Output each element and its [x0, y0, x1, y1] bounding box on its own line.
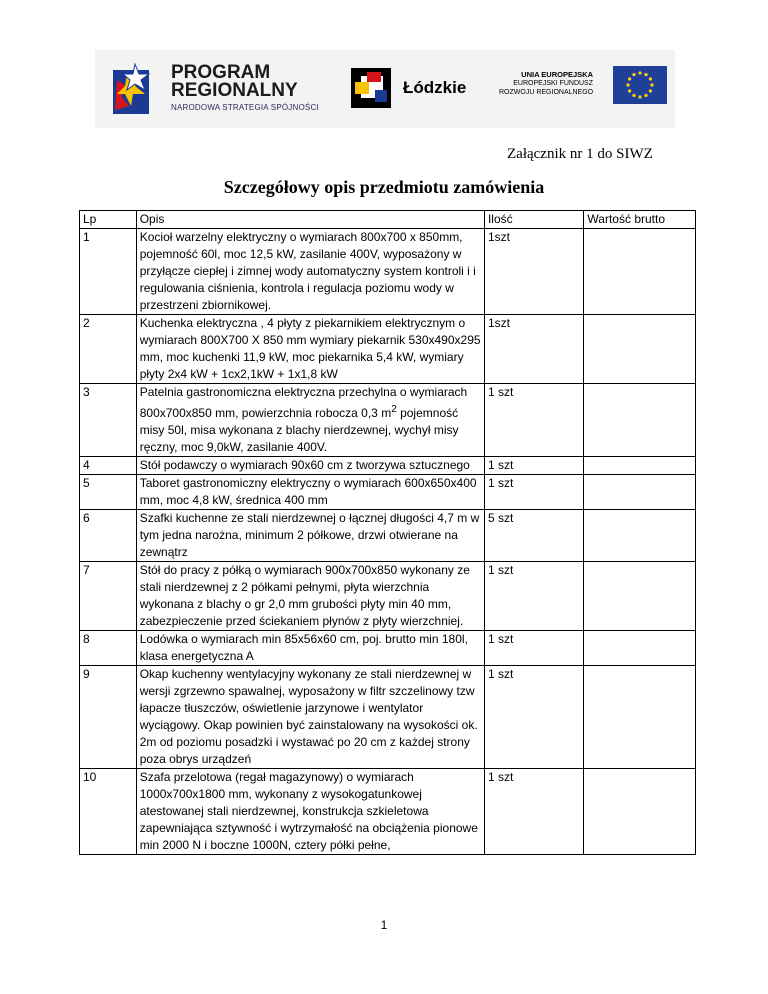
cell-opis: Okap kuchenny wentylacyjny wykonany ze stali nierdzewnej w wersji zgrzewno spawalnej, wyposażony w filtr szczelinowy tzw łapacze tłuszczów, oświetlenie jarzynowe i wentylator wyciągowy. Okap powinien być zainstalowany na wysokości ok. 2m od poziomu posadzki i wystawać po 20 cm z każdej strony poza obrys urządzeń: [136, 666, 484, 769]
cell-ilosc: 1 szt: [484, 562, 583, 631]
table-row: [80, 229, 696, 315]
program-regionalny-emblem: [95, 50, 167, 128]
cell-lp: 6: [80, 510, 137, 562]
eu-logo-line2: EUROPEJSKI FUNDUSZ: [513, 80, 593, 87]
cell-lp: 2: [80, 315, 137, 384]
eu-logo-line1: UNIA EUROPEJSKA: [521, 70, 593, 79]
cell-ilosc: 1 szt: [484, 666, 583, 769]
cell-lp: 9: [80, 666, 137, 769]
cell-ilosc: 1 szt: [484, 631, 583, 666]
cell-lp: 4: [80, 457, 137, 475]
cell-lp: 3: [80, 384, 137, 457]
cell-lp: 7: [80, 562, 137, 631]
cell-wartosc: [584, 384, 696, 457]
cell-opis: [136, 384, 484, 457]
table-row: [80, 384, 696, 457]
cell-ilosc: 5 szt: [484, 510, 583, 562]
cell-lp: 5: [80, 475, 137, 510]
cell-lp: 10: [80, 769, 137, 855]
opis-part-b: pojemność misy 50l, misa wykonana z blachy nierdzewnej, wychył misy ręczny, moc 9,0kW, zasilanie 400V.: [139, 406, 459, 454]
table-row: [80, 475, 696, 510]
cell-ilosc: 1szt: [484, 315, 583, 384]
table-row: [80, 562, 696, 631]
program-logo-title: [171, 64, 298, 100]
lodzkie-logo: [347, 66, 487, 110]
cell-wartosc: [584, 769, 696, 855]
cell-wartosc: [584, 457, 696, 475]
header-ilosc: Ilość: [484, 211, 583, 229]
opis-superscript: 2: [391, 404, 397, 415]
header-lp: Lp: [80, 211, 137, 229]
cell-wartosc: [584, 475, 696, 510]
cell-wartosc: [584, 315, 696, 384]
cell-wartosc: [584, 666, 696, 769]
cell-opis: Stół podawczy o wymiarach 90x60 cm z tworzywa sztucznego: [136, 457, 484, 475]
document-title: Szczegółowy opis przedmiotu zamówienia: [223, 177, 545, 197]
header-opis: Opis: [136, 211, 484, 229]
lodzkie-logo-text: Łódzkie: [403, 78, 467, 97]
table-row: [80, 457, 696, 475]
cell-opis: Taboret gastronomiczny elektryczny o wymiarach 600x650x400 mm, moc 4,8 kW, średnica 400 mm: [136, 475, 484, 510]
cell-wartosc: [584, 510, 696, 562]
table-row: [80, 666, 696, 769]
attachment-label: Załącznik nr 1 do SIWZ: [507, 146, 653, 162]
cell-lp: 8: [80, 631, 137, 666]
cell-opis: Kuchenka elektryczna , 4 płyty z piekarnikiem elektrycznym o wymiarach 800X700 X 850 mm wymiary piekarnik 530x490x295 mm, moc kuchenki 11,9 kW, moc piekarnika 5,4 kW, wymiary płyty 2x4 kW + 1cx2,1kW + 1x1,8 kW: [136, 315, 484, 384]
cell-opis: Kocioł warzelny elektryczny o wymiarach 800x700 x 850mm, pojemność 60l, moc 12,5 kW, zasilanie 400V, wyposażony w przyłącze ciepłej i zimnej wody automatyczny system kontroli i i regulowania ciśnienia, kontrola i regulacja poziomu wody w przestrzeni zbiornikowej.: [136, 229, 484, 315]
cell-opis: Szafa przelotowa (regał magazynowy) o wymiarach 1000x700x1800 mm, wykonany z wysokogatunkowej atestowanej stali nierdzewnej, konstrukcja szkieletowa zapewniająca sztywność i wytrzymałość na obciążenia pionowe min 2000 N i boczne 1000N, cztery półki pełne,: [136, 769, 484, 855]
table-row: [80, 769, 696, 855]
cell-opis: Stół do pracy z półką o wymiarach 900x700x850 wykonany ze stali nierdzewnej z 2 półkami pełnymi, płyta wierzchnia wykonana z blachy o gr 2,0 mm grubości płyty min 40 mm, zabezpieczenie przed ściekaniem płynów z płyty wierzchniej.: [136, 562, 484, 631]
eu-logo-text: [499, 70, 593, 97]
items-table: [79, 210, 696, 855]
cell-wartosc: [584, 562, 696, 631]
program-regionalny-logo: [95, 50, 335, 128]
table-row: [80, 315, 696, 384]
table-row: [80, 510, 696, 562]
lodzkie-emblem: [347, 66, 397, 110]
cell-ilosc: 1 szt: [484, 475, 583, 510]
program-logo-line1: PROGRAM: [171, 62, 271, 83]
eu-logo: [499, 66, 669, 116]
cell-ilosc: 1 szt: [484, 384, 583, 457]
table-header-row: [80, 211, 696, 229]
cell-wartosc: [584, 229, 696, 315]
cell-ilosc: 1szt: [484, 229, 583, 315]
table-row: [80, 631, 696, 666]
cell-wartosc: [584, 631, 696, 666]
logo-bar: [95, 50, 675, 128]
cell-ilosc: 1 szt: [484, 769, 583, 855]
opis-part-a: Patelnia gastronomiczna elektryczna przechylna o wymiarach 800x700x850 mm, powierzchnia robocza 0,3 m: [139, 385, 468, 420]
cell-opis: Szafki kuchenne ze stali nierdzewnej o łącznej długości 4,7 m w tym jedna narożna, minimum 2 półkowe, drzwi otwierane na zewnątrz: [136, 510, 484, 562]
eu-logo-line3: ROZWOJU REGIONALNEGO: [499, 89, 594, 96]
header-wartosc: Wartość brutto: [584, 211, 696, 229]
eu-flag-icon: [613, 66, 667, 104]
cell-lp: 1: [80, 229, 137, 315]
program-logo-subtitle: NARODOWA STRATEGIA SPÓJNOŚCI: [171, 103, 319, 112]
page-number: 1: [380, 918, 388, 932]
cell-opis: Lodówka o wymiarach min 85x56x60 cm, poj. brutto min 180l, klasa energetyczna A: [136, 631, 484, 666]
cell-ilosc: 1 szt: [484, 457, 583, 475]
program-logo-line2: REGIONALNY: [171, 80, 298, 101]
